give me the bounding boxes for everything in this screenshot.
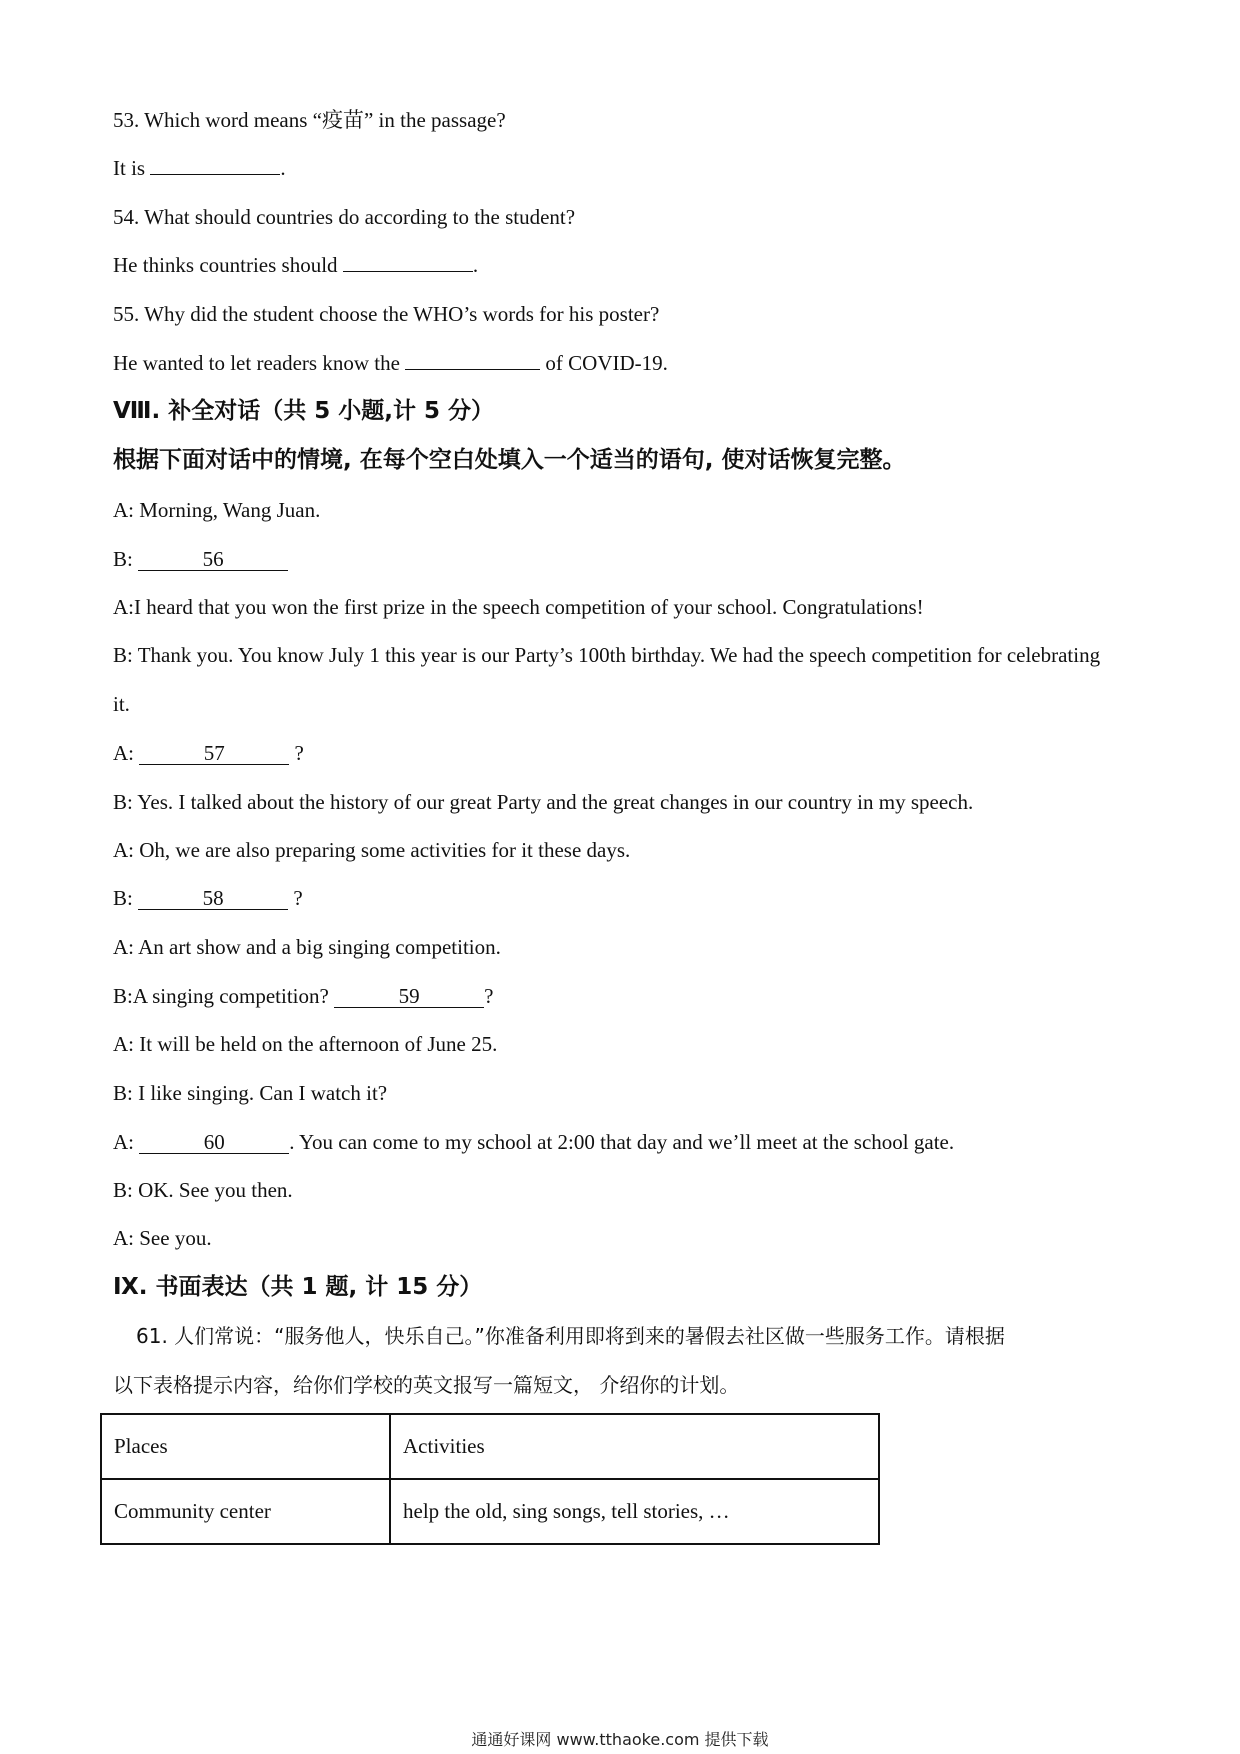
dialogue-line: A: An art show and a big singing competition. bbox=[113, 935, 501, 959]
dialogue-line: B: OK. See you then. bbox=[113, 1178, 293, 1202]
question-55: 55. Why did the student choose the WHO’s words for his poster? bbox=[113, 302, 660, 326]
dialogue-line-60 bbox=[113, 1128, 954, 1156]
dialogue-line-56 bbox=[113, 545, 288, 573]
answer-blank[interactable] bbox=[150, 174, 280, 175]
dialogue-suffix: ? bbox=[294, 741, 304, 765]
speaker: B:A singing competition? bbox=[113, 984, 329, 1008]
answer-prefix: He thinks countries should bbox=[113, 253, 338, 277]
page-footer: 通通好课网 www.tthaoke.com 提供下载 bbox=[471, 1730, 769, 1749]
dialogue-blank-57[interactable]: 57 bbox=[139, 742, 289, 765]
section-instruction-8: 根据下面对话中的情境, 在每个空白处填入一个适当的语句, 使对话恢复完整。 bbox=[113, 447, 906, 473]
answer-line-54 bbox=[113, 251, 478, 279]
table-cell-place: Community center bbox=[101, 1479, 390, 1544]
writing-prompt-line-2: 以下表格提示内容，给你们学校的英文报写一篇短文， 介绍你的计划。 bbox=[113, 1373, 740, 1397]
dialogue-line-57 bbox=[113, 739, 304, 767]
dialogue-line: A: See you. bbox=[113, 1226, 212, 1250]
answer-prefix: It is bbox=[113, 156, 146, 180]
dialogue-blank-59[interactable]: 59 bbox=[334, 985, 484, 1008]
table-header-row bbox=[101, 1414, 879, 1479]
dialogue-blank-56[interactable]: 56 bbox=[138, 548, 288, 571]
speaker: B: bbox=[113, 886, 133, 910]
dialogue-suffix: ? bbox=[484, 984, 494, 1008]
speaker: B: bbox=[113, 547, 133, 571]
answer-suffix: . bbox=[280, 156, 286, 180]
dialogue-line: B: I like singing. Can I watch it? bbox=[113, 1081, 388, 1105]
dialogue-line: B: Thank you. You know July 1 this year is our Party’s 100th birthday. We had the speech competition for celebrating bbox=[113, 643, 1101, 667]
answer-blank[interactable] bbox=[343, 271, 473, 272]
answer-blank[interactable] bbox=[405, 369, 540, 370]
section-heading-8: Ⅷ. 补全对话（共 5 小题,计 5 分） bbox=[113, 398, 494, 424]
question-53: 53. Which word means “疫苗” in the passage? bbox=[113, 108, 506, 132]
answer-suffix: of COVID-19. bbox=[545, 351, 668, 375]
dialogue-blank-58[interactable]: 58 bbox=[138, 887, 288, 910]
dialogue-line-58 bbox=[113, 884, 303, 912]
answer-line-55 bbox=[113, 349, 668, 377]
answer-suffix: . bbox=[472, 253, 479, 277]
dialogue-suffix: . You can come to my school at 2:00 that day and we’ll meet at the school gate. bbox=[289, 1130, 955, 1154]
dialogue-line: B: Yes. I talked about the history of our great Party and the great changes in our country in my speech. bbox=[113, 790, 974, 814]
table-cell-activities: help the old, sing songs, tell stories, … bbox=[390, 1479, 879, 1544]
dialogue-line: it. bbox=[113, 692, 130, 716]
dialogue-line-59 bbox=[113, 982, 493, 1010]
answer-prefix: He wanted to let readers know the bbox=[113, 351, 400, 375]
speaker: A: bbox=[113, 1130, 134, 1154]
dialogue-suffix: ? bbox=[293, 886, 303, 910]
hint-table bbox=[100, 1413, 880, 1545]
answer-line-53 bbox=[113, 154, 286, 182]
speaker: A: bbox=[113, 741, 134, 765]
dialogue-line: A: It will be held on the afternoon of June 25. bbox=[113, 1032, 498, 1056]
section-heading-9: Ⅸ. 书面表达（共 1 题, 计 15 分） bbox=[113, 1274, 483, 1300]
dialogue-blank-60[interactable]: 60 bbox=[139, 1131, 289, 1154]
table-header-places: Places bbox=[101, 1414, 390, 1479]
writing-prompt-line-1: 61. 人们常说：“服务他人，快乐自己。”你准备利用即将到来的暑假去社区做一些服务工作。请根据 bbox=[136, 1324, 1005, 1348]
table-header-activities: Activities bbox=[390, 1414, 879, 1479]
dialogue-line: A: Oh, we are also preparing some activities for it these days. bbox=[113, 838, 631, 862]
table-row bbox=[101, 1479, 879, 1544]
dialogue-line: A: Morning, Wang Juan. bbox=[113, 498, 321, 522]
dialogue-line: A:I heard that you won the first prize in the speech competition of your school. Congratulations! bbox=[113, 595, 924, 619]
question-54: 54. What should countries do according to the student? bbox=[113, 205, 576, 229]
